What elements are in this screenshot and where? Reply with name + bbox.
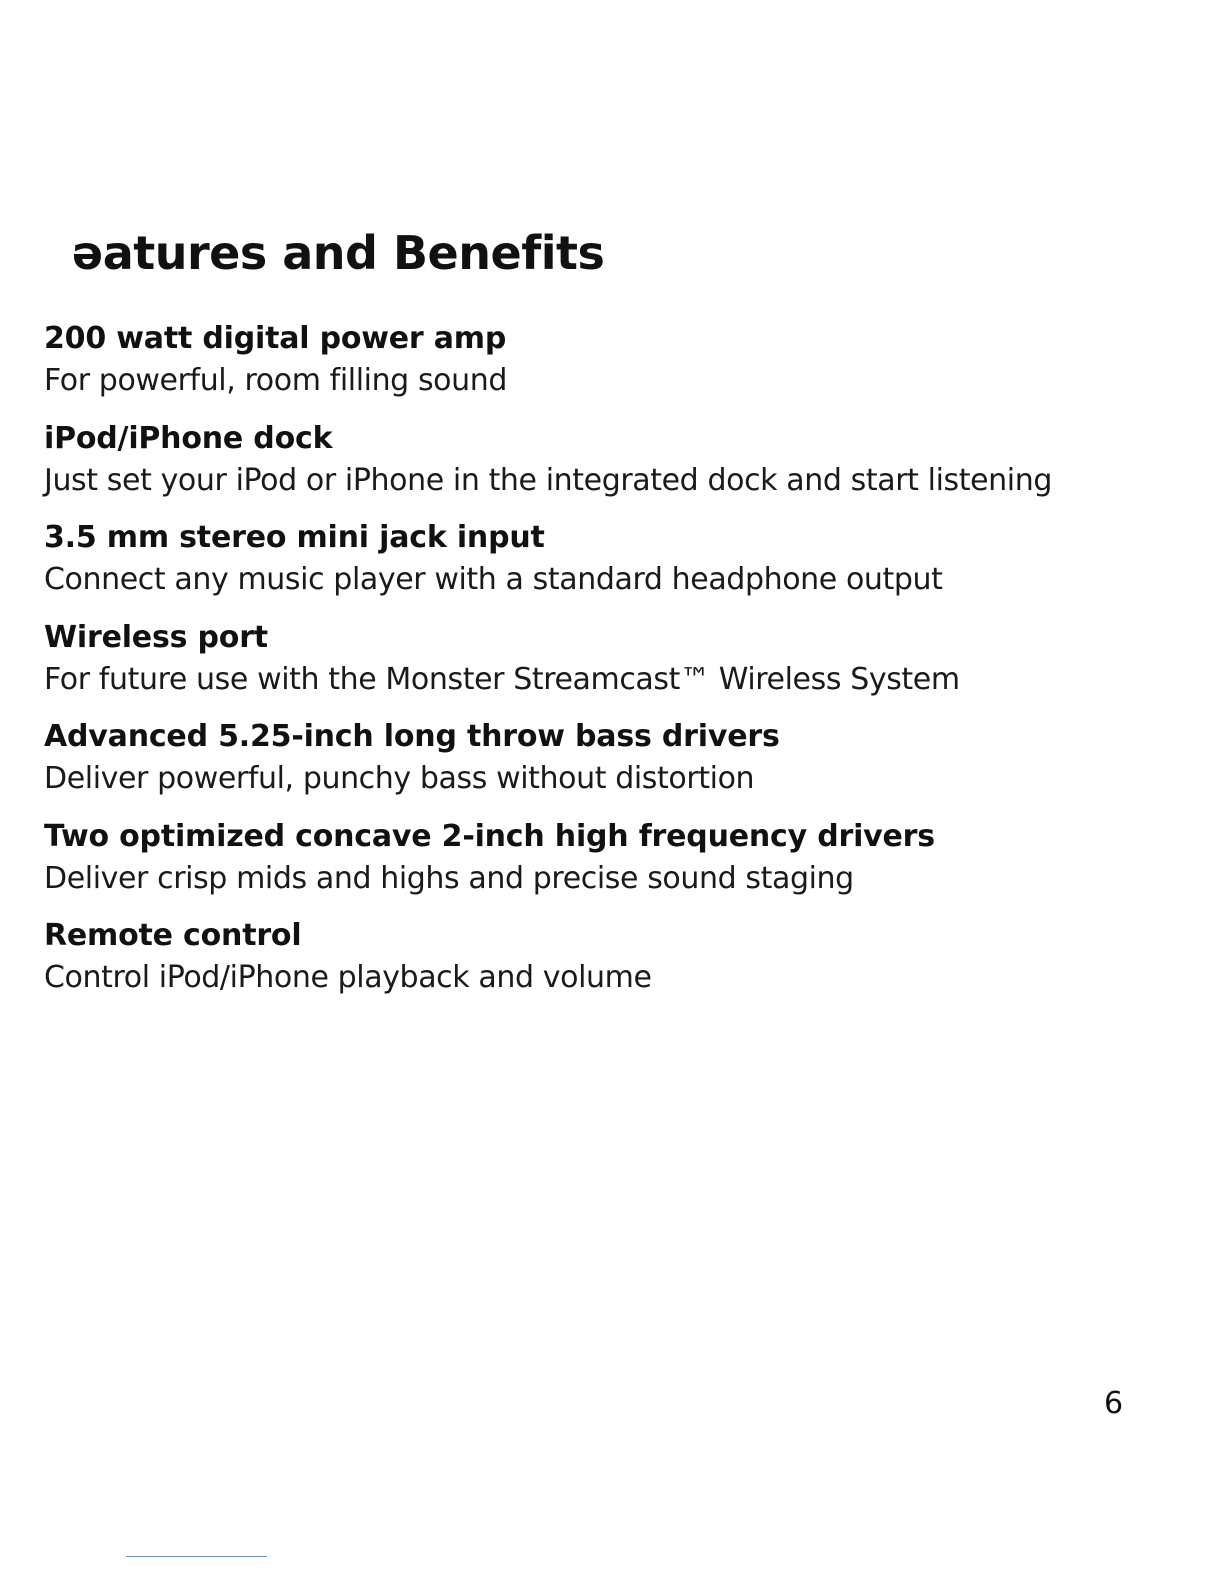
feature-heading: Wireless port	[44, 619, 268, 655]
feature-description: Deliver powerful, punchy bass without distortion	[44, 761, 755, 796]
feature-heading: Two optimized concave 2-inch high frequency drivers	[44, 818, 935, 854]
feature-description: Deliver crisp mids and highs and precise sound staging	[44, 860, 854, 896]
feature-heading: 3.5 mm stereo mini jack input	[44, 520, 545, 555]
bottom-divider	[126, 1556, 267, 1557]
page-title: əatures and Benefits	[72, 226, 605, 280]
feature-heading: Advanced 5.25-inch long throw bass drivers	[44, 719, 780, 754]
feature-item	[44, 318, 1194, 418]
feature-description: Control iPod/iPhone playback and volume	[44, 960, 652, 995]
feature-item	[44, 915, 1194, 1015]
feature-item	[44, 517, 1194, 617]
feature-description: For powerful, room filling sound	[44, 363, 508, 398]
feature-item	[44, 418, 1194, 518]
feature-description: Connect any music player with a standard headphone output	[44, 562, 943, 597]
feature-item	[44, 716, 1194, 816]
feature-heading: iPod/iPhone dock	[44, 420, 333, 456]
feature-item	[44, 617, 1194, 717]
feature-description: For future use with the Monster Streamcast™ Wireless System	[44, 661, 960, 697]
feature-heading: Remote control	[44, 918, 302, 953]
feature-heading: 200 watt digital power amp	[44, 321, 507, 356]
feature-description: Just set your iPod or iPhone in the integrated dock and start listening	[44, 462, 1052, 498]
feature-item	[44, 816, 1194, 916]
features-list	[44, 318, 1194, 1015]
page-number: 6	[1104, 1386, 1124, 1421]
